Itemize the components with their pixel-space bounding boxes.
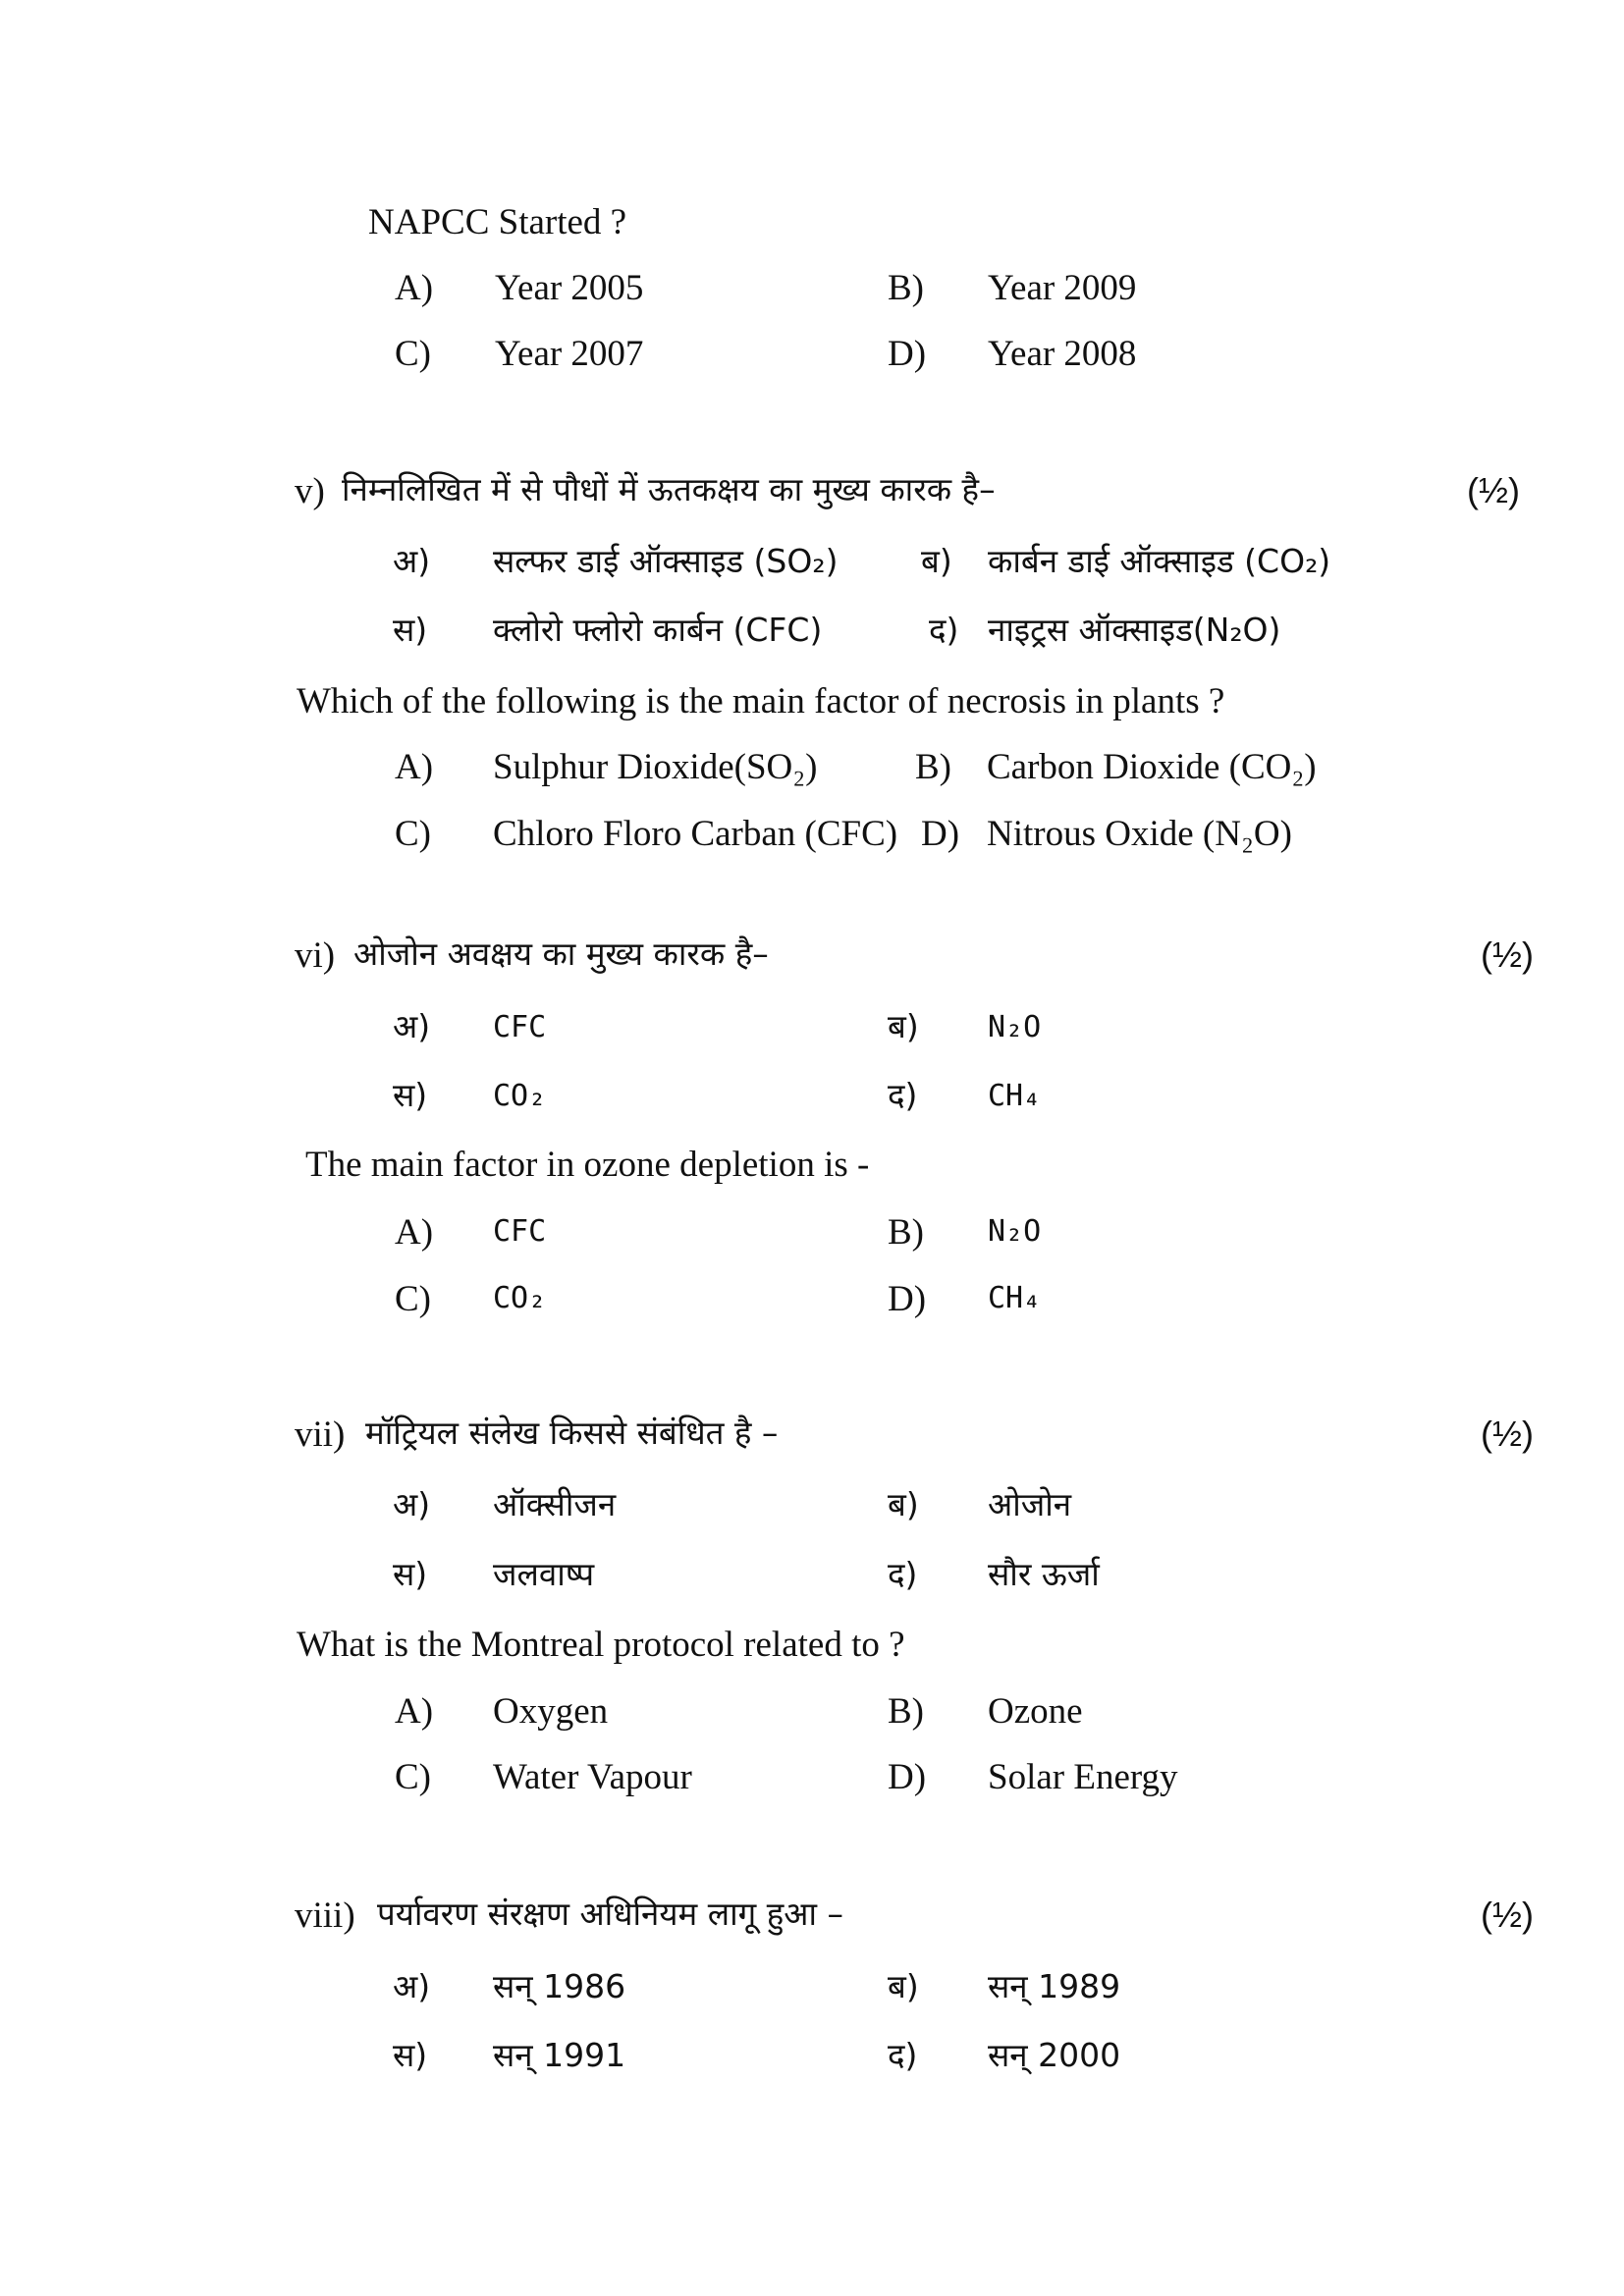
option-label: ब) [888, 1967, 919, 2005]
option-label: अ) [393, 1485, 431, 1523]
question-text-hi: पर्यावरण संरक्षण अधिनियम लागू हुआ – [377, 1895, 843, 1933]
option-text: Carbon Dioxide (CO₂) [987, 747, 1317, 787]
option-text: Year 2009 [988, 268, 1137, 308]
question-text-hi: मॉट्रियल संलेख किससे संबंधित है – [365, 1414, 779, 1452]
option-label: C) [395, 814, 431, 854]
question-marks: (½) [1467, 470, 1520, 510]
option-label: ब) [888, 1485, 919, 1523]
option-label: ब) [888, 1007, 919, 1045]
option-label: D) [888, 1757, 927, 1797]
option-text: CO₂ [493, 1079, 547, 1113]
option-text: CO₂ [493, 1281, 547, 1315]
option-text: Nitrous Oxide (N₂O) [987, 814, 1292, 854]
option-label: A) [395, 1212, 434, 1253]
option-text: ऑक्सीजन [493, 1485, 617, 1523]
option-label: C) [395, 1279, 431, 1319]
option-label: द) [888, 1076, 918, 1114]
option-text: सन् 1991 [493, 2036, 626, 2074]
option-text: Chloro Floro Carban (CFC) [493, 814, 898, 854]
option-label: अ) [393, 1007, 431, 1045]
question-marks: (½) [1481, 1414, 1534, 1454]
option-text: CFC [493, 1214, 547, 1249]
option-text: CH₄ [988, 1281, 1042, 1315]
option-label: स) [393, 2036, 428, 2074]
option-label: A) [395, 268, 434, 308]
option-label: A) [395, 1691, 434, 1732]
option-text: कार्बन डाई ऑक्साइड (CO₂) [988, 542, 1331, 580]
question-number: viii) [295, 1896, 355, 1936]
option-text: सल्फर डाई ऑक्साइड (SO₂) [493, 542, 839, 580]
option-label: द) [888, 2036, 918, 2074]
option-text: सन् 1989 [988, 1967, 1121, 2005]
option-text: Solar Energy [988, 1757, 1178, 1797]
question-text-en: Which of the following is the main factor of necrosis in plants ? [297, 681, 1225, 721]
option-text: CFC [493, 1010, 547, 1044]
option-label: A) [395, 747, 434, 787]
option-text: नाइट्रस ऑक्साइड(N₂O) [988, 611, 1281, 649]
question-number: vi) [295, 935, 336, 976]
option-text: Sulphur Dioxide(SO₂) [493, 747, 818, 787]
option-text: क्लोरो फ्लोरो कार्बन (CFC) [493, 611, 823, 649]
option-label: B) [915, 747, 951, 787]
option-text: जलवाष्प [493, 1555, 595, 1593]
option-text: Oxygen [493, 1691, 609, 1732]
option-label: स) [393, 1555, 428, 1593]
question-number: v) [295, 471, 325, 511]
option-text: Ozone [988, 1691, 1083, 1732]
option-label: स) [393, 611, 428, 649]
question-number: vii) [295, 1415, 346, 1455]
question-marks: (½) [1481, 1895, 1534, 1935]
question-text-en: NAPCC Started ? [368, 202, 627, 242]
question-marks: (½) [1481, 934, 1534, 975]
option-text: ओजोन [988, 1485, 1072, 1523]
option-text: सन् 1986 [493, 1967, 626, 2005]
option-label: ब) [921, 542, 952, 580]
option-text: सौर ऊर्जा [988, 1555, 1100, 1593]
option-label: B) [888, 268, 924, 308]
option-text: N₂O [988, 1010, 1042, 1044]
option-label: B) [888, 1691, 924, 1732]
option-text: Year 2007 [495, 334, 644, 374]
option-text: Year 2008 [988, 334, 1137, 374]
option-label: B) [888, 1212, 924, 1253]
option-text: Water Vapour [493, 1757, 692, 1797]
option-label: अ) [393, 1967, 431, 2005]
question-text-en: What is the Montreal protocol related to ? [297, 1625, 905, 1665]
option-text: Year 2005 [495, 268, 644, 308]
option-label: D) [888, 1279, 927, 1319]
option-label: C) [395, 334, 431, 374]
question-text-hi: निम्नलिखित में से पौधों में ऊतकक्षय का मुख्य कारक है– [342, 470, 996, 508]
option-label: D) [921, 814, 960, 854]
option-label: अ) [393, 542, 431, 580]
option-label: द) [888, 1555, 918, 1593]
question-text-hi: ओजोन अवक्षय का मुख्य कारक है– [353, 934, 769, 973]
option-text: N₂O [988, 1214, 1042, 1249]
option-label: D) [888, 334, 927, 374]
question-text-en: The main factor in ozone depletion is - [305, 1145, 870, 1185]
option-label: स) [393, 1076, 428, 1114]
option-text: सन् 2000 [988, 2036, 1121, 2074]
option-label: C) [395, 1757, 431, 1797]
option-text: CH₄ [988, 1079, 1042, 1113]
option-label: द) [929, 611, 959, 649]
